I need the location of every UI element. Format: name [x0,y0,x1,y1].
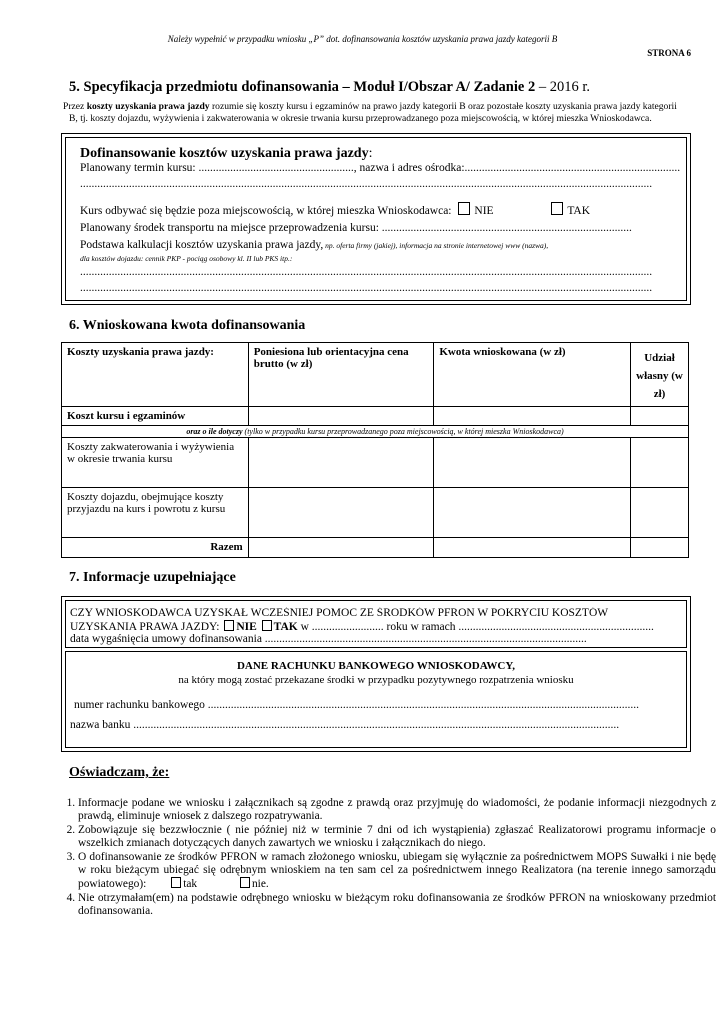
checkbox-pfron-tak[interactable] [262,620,272,631]
pfron-question-line2[interactable] [70,620,684,633]
option-tak-label: TAK [567,205,591,217]
basis-hint: np. oferta firmy (jakiej), informacja na stronie internetowej www (nazwa), [323,241,549,250]
course-costs-title [80,146,372,162]
note-rest: (tylko w przypadku kursu przeprowadzanego poza miejscowością, w której mieszka Wnioskodawca) [242,427,564,436]
col-header-costs: Koszty uzyskania prawa jazdy: [62,343,249,407]
col-header-requested: Kwota wnioskowana (w zł) [434,343,631,407]
agreement-expiry-field[interactable]: data wygaśnięcia umowy dofinansowania ................................................................................................................ [70,633,587,645]
travel-requested-cell[interactable] [434,488,631,538]
bank-account-box [65,651,687,748]
declaration-item: 4. Nie otrzymałam(em) na podstawie odrębnego wniosku w bieżącym roku dofinansowania ze środków PFRON na wnioskowany przedmiot dofinansowania. [78,892,716,918]
declarations-list [52,797,716,919]
intro-prefix: Przez [63,101,87,112]
declaration-item [78,851,716,891]
total-own-cell[interactable] [631,538,689,558]
section5-year: – 2016 r. [535,79,590,95]
section5-title-text: 5. Specyfikacja przedmiotu dofinansowania – Moduł I/Obszar A/ Zadanie 2 [69,79,536,95]
declaration-text: O dofinansowanie ze środków PFRON w ramach złożonego wniosku, ubiegam się wyłącznie za pośrednictwem MOPS Suwałki i nie będę w roku bieżącym ubiegać się odrębnym wnioskiem na ten sam cel za pośrednictwem innego Realizatora (na terenie innego samorządu powiatowego): [78,851,716,890]
note-bold: oraz o ile dotyczy [186,427,243,436]
checkbox-nie[interactable] [458,202,470,215]
basis-field[interactable] [80,239,682,251]
account-number-field[interactable]: numer rachunku bankowego ...................................................................................................................................................... [74,699,640,711]
section6-title: 6. Wnioskowana kwota dofinansowania [69,318,306,333]
page-number: STRONA 6 [647,48,691,58]
declarations-title: Oświadczam, że: [69,765,170,780]
planned-term-field[interactable]: Planowany termin kursu: ......................................................, nazwa i adres ośrodka:........................................................................... [80,162,681,174]
checkbox-tak[interactable] [171,877,181,888]
checkbox-nie[interactable] [240,877,250,888]
pfron-tak-label: TAK [273,621,298,633]
row-accommodation-label: Koszty zakwaterowania i wyżywienia w okresie trwania kursu [62,438,249,488]
supplementary-box [61,596,691,752]
checkbox-tak[interactable] [551,202,563,215]
col-header-own: Udział własny (w zł) [631,343,689,407]
outside-question-text: Kurs odbywać się będzie poza miejscowością, w której mieszka Wnioskodawca: [80,205,452,217]
declaration-item: 2. Zobowiązuje się bezzwłocznie ( nie później niż w terminie 7 dni od ich wystąpienia) zgłaszać Realizatorowi programu informacje o wszelkich zmianach dotyczących danych zawartych we wniosku i załącznikach do niego. [78,824,716,850]
total-requested-cell[interactable] [434,538,631,558]
course-costs-title-text: Dofinansowanie kosztów uzyskania prawa jazdy [80,146,369,161]
total-price-cell[interactable] [248,538,434,558]
pfron-nie-label: NIE [236,621,257,633]
accommodation-own-cell[interactable] [631,438,689,488]
travel-own-cell[interactable] [631,488,689,538]
transport-field[interactable]: Planowany środek transportu na miejsce przeprowadzenia kursu: ....................................................................................... [80,222,632,234]
basis-label: Podstawa kalkulacji kosztów uzyskania prawa jazdy, [80,239,324,251]
outside-question [80,202,682,217]
checkbox-pfron-nie[interactable] [224,620,234,631]
bank-subtitle: na który mogą zostać przekazane środki w przypadku pozytywnego rozpatrzenia wniosku [178,674,574,686]
funding-table [61,342,689,558]
course-costs-inner [65,137,687,301]
section5-intro [63,101,691,125]
bank-title: DANE RACHUNKU BANKOWEGO WNIOSKODAWCY, [236,660,516,672]
pfron-q2-rest: w ......................... roku w ramach .................................................................... [297,621,654,633]
row-course-label: Koszt kursu i egzaminów [62,407,249,426]
course-costs-box [61,133,691,305]
row-travel-label: Koszty dojazdu, obejmujące koszty przyjazdu na kurs i powrotu z kursu [62,488,249,538]
col-header-price: Poniesiona lub orientacyjna cena brutto (w zł) [248,343,434,407]
course-own-cell[interactable] [631,407,689,426]
pfron-question-box [65,600,687,648]
dots-line-2[interactable]: ....................................................................................................................................................................................................... [80,266,653,278]
course-costs-title-colon: : [368,146,373,161]
bank-name-field[interactable]: nazwa banku ......................................................................................................................................................................... [70,719,620,731]
option-nie-label: nie. [251,878,269,890]
course-requested-cell[interactable] [434,407,631,426]
course-price-cell[interactable] [248,407,434,426]
accommodation-requested-cell[interactable] [434,438,631,488]
intro-bold: koszty uzyskania prawa jazdy [86,101,210,112]
row-total-label: Razem [62,538,249,558]
option-tak-label: tak [183,878,198,890]
basis-hint2: dla kosztów dojazdu: cennik PKP - pociąg osobowy kl. II lub PKS itp.: [80,254,293,263]
pfron-q2-prefix: UZYSKANIA PRAWA JAZDY: [70,621,223,633]
accommodation-price-cell[interactable] [248,438,434,488]
pfron-question-line1: CZY WNIOSKODAWCA UZYSKAŁ WCZEŚNIEJ POMOC ZE ŚRODKÓW PFRON W POKRYCIU KOSZTÓW [70,607,609,619]
dots-line[interactable]: ....................................................................................................................................................................................................... [80,178,653,190]
section5-title [69,79,590,96]
optional-note [62,426,689,438]
header-note: Należy wypełnić w przypadku wniosku „P” dot. dofinansowania kosztów uzyskania prawa jazdy kategorii B [167,34,558,44]
option-nie-label: NIE [474,205,494,217]
intro-rest: rozumie się koszty kursu i egzaminów na prawo jazdy kategorii B oraz pozostałe koszty uzyskania prawa jazdy kategorii [209,101,677,112]
declaration-item: 1. Informacje podane we wniosku i załącznikach są zgodne z prawdą oraz przyjmuję do wiadomości, że podanie informacji niezgodnych z prawdą, eliminuje wniosek z dalszego rozpatrywania. [78,797,716,823]
travel-price-cell[interactable] [248,488,434,538]
section7-title: 7. Informacje uzupełniające [69,570,236,585]
intro-line2: B, tj. koszty dojazdu, wyżywienia i zakwaterowania w okresie trwania kursu przeprowadzanego poza miejscowością, w której mieszka Wnioskodawca. [69,113,652,124]
dots-line-3[interactable]: ....................................................................................................................................................................................................... [80,282,653,294]
